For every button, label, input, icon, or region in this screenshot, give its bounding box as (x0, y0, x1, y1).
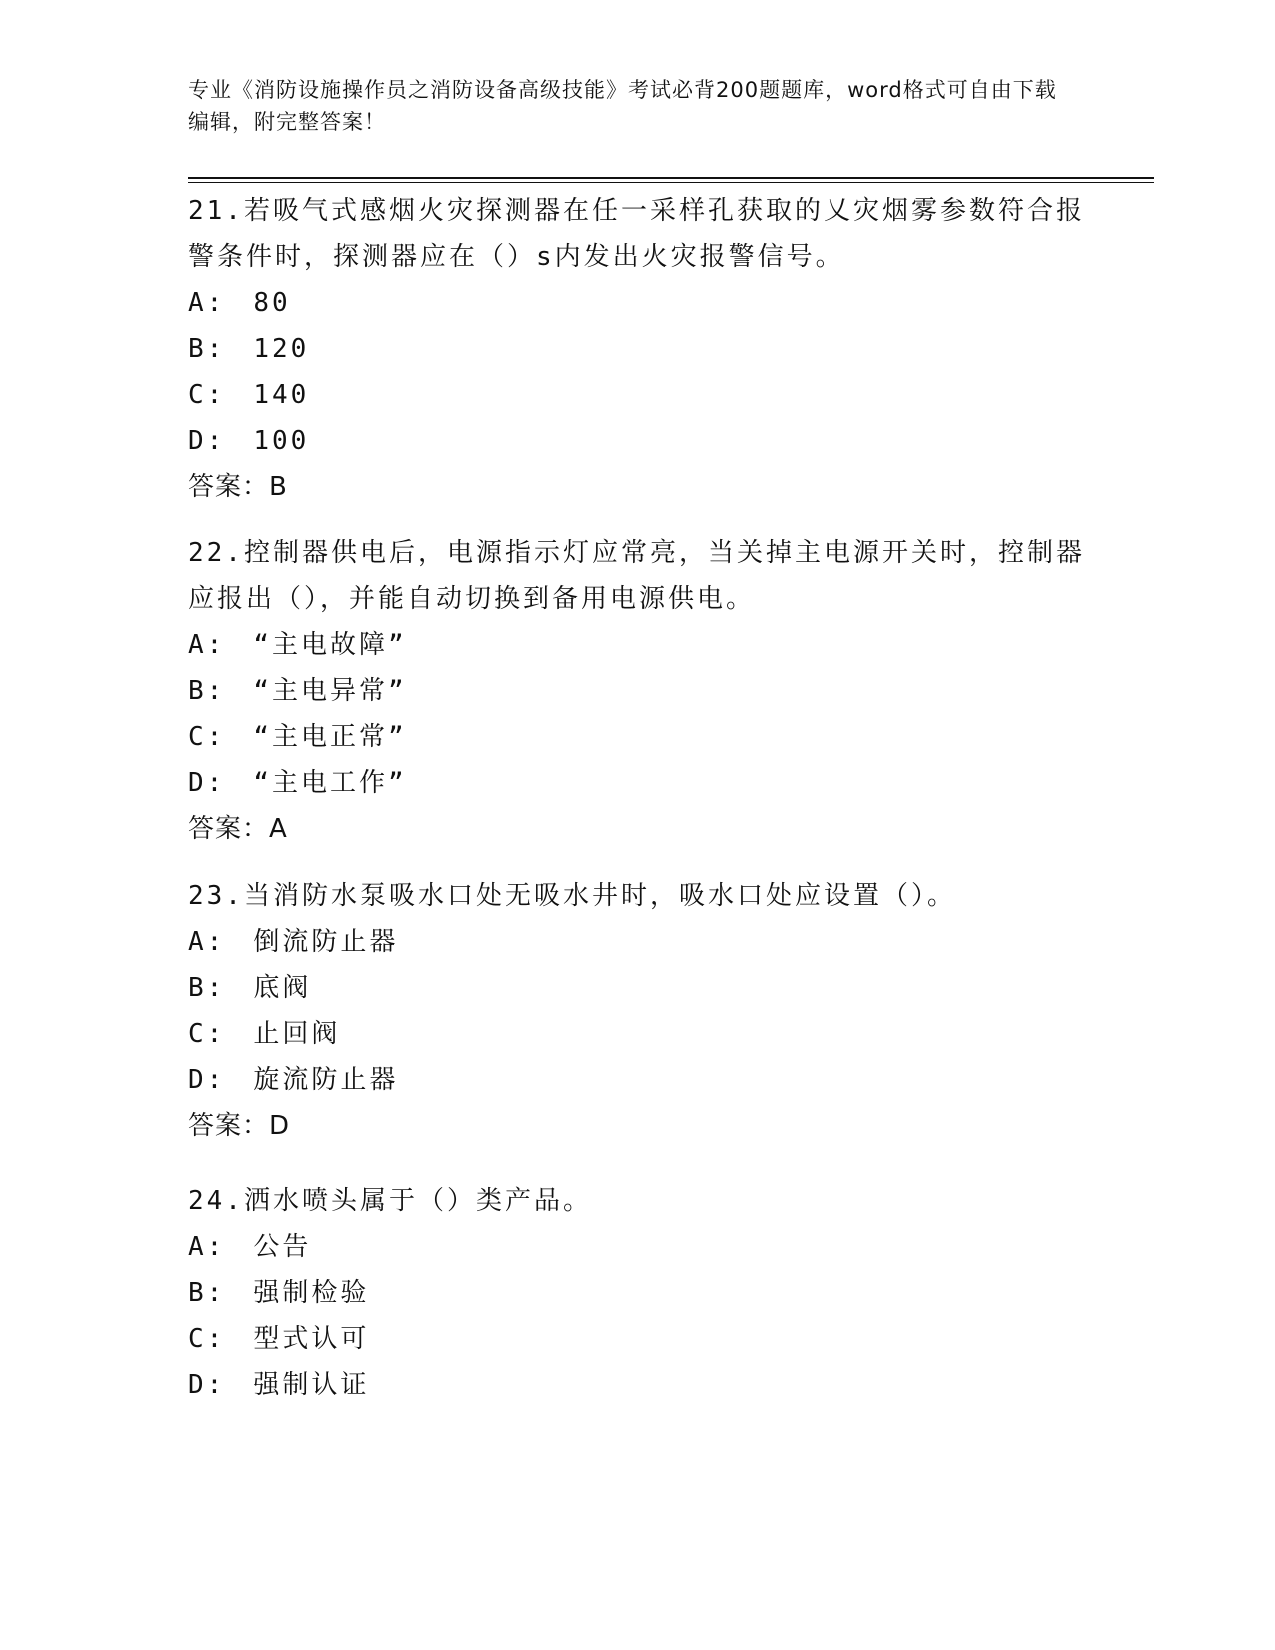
option-text: “主电故障” (253, 630, 407, 660)
question-21 (188, 188, 1088, 510)
option-d (188, 760, 1088, 806)
option-d (188, 418, 1088, 464)
option-text: 止回阀 (253, 1019, 341, 1049)
option-text: “主电正常” (253, 722, 407, 752)
question-stem: 24.洒水喷头属于（）类产品。 (188, 1186, 592, 1216)
option-letter: B: (188, 1278, 226, 1308)
option-b (188, 326, 1088, 372)
option-text: 140 (253, 380, 310, 410)
option-b (188, 668, 1088, 714)
option-a (188, 622, 1088, 668)
option-text: 底阀 (253, 973, 312, 1003)
option-text: 100 (253, 426, 310, 456)
option-text: 120 (253, 334, 310, 364)
option-letter: A: (188, 1232, 226, 1262)
option-letter: D: (188, 768, 226, 798)
option-text: “主电工作” (253, 768, 407, 798)
option-b (188, 1270, 1088, 1316)
document-header: 专业《消防设施操作员之消防设备高级技能》考试必背200题题库，word格式可自由下载编辑，附完整答案！ (188, 78, 1057, 134)
option-letter: C: (188, 380, 226, 410)
option-letter: B: (188, 334, 226, 364)
option-letter: B: (188, 676, 226, 706)
option-letter: A: (188, 630, 226, 660)
option-text: 型式认可 (253, 1324, 370, 1354)
question-22 (188, 530, 1088, 852)
option-letter: D: (188, 426, 226, 456)
option-text: 旋流防止器 (253, 1065, 399, 1095)
option-letter: D: (188, 1370, 226, 1400)
option-c (188, 1316, 1088, 1362)
option-c (188, 372, 1088, 418)
header-divider-thin (188, 182, 1154, 183)
question-stem: 23.当消防水泵吸水口处无吸水井时，吸水口处应设置（）。 (188, 881, 956, 911)
option-b (188, 965, 1088, 1011)
option-a (188, 280, 1088, 326)
option-letter: C: (188, 1324, 226, 1354)
option-text: 倒流防止器 (253, 927, 399, 957)
option-letter: A: (188, 288, 226, 318)
option-d (188, 1057, 1088, 1103)
answer-label: 答案：A (188, 814, 288, 844)
option-text: 强制认证 (253, 1370, 370, 1400)
option-text: 80 (253, 288, 291, 318)
question-24 (188, 1178, 1088, 1408)
question-23 (188, 873, 1088, 1149)
option-letter: D: (188, 1065, 226, 1095)
option-c (188, 1011, 1088, 1057)
answer-label: 答案：B (188, 472, 288, 502)
question-stem: 21.若吸气式感烟火灾探测器在任一采样孔获取的乂灾烟雾参数符合报警条件时，探测器应在（）s内发出火灾报警信号。 (188, 196, 1085, 272)
option-c (188, 714, 1088, 760)
option-letter: B: (188, 973, 226, 1003)
header-divider-thick (188, 177, 1154, 179)
option-text: 公告 (253, 1232, 312, 1262)
option-a (188, 919, 1088, 965)
answer-label: 答案：D (188, 1111, 291, 1141)
option-letter: C: (188, 722, 226, 752)
option-a (188, 1224, 1088, 1270)
question-stem: 22.控制器供电后，电源指示灯应常亮，当关掉主电源开关时，控制器应报出（），并能自动切换到备用电源供电。 (188, 538, 1085, 614)
option-letter: C: (188, 1019, 226, 1049)
option-text: “主电异常” (253, 676, 407, 706)
option-text: 强制检验 (253, 1278, 370, 1308)
option-d (188, 1362, 1088, 1408)
option-letter: A: (188, 927, 226, 957)
